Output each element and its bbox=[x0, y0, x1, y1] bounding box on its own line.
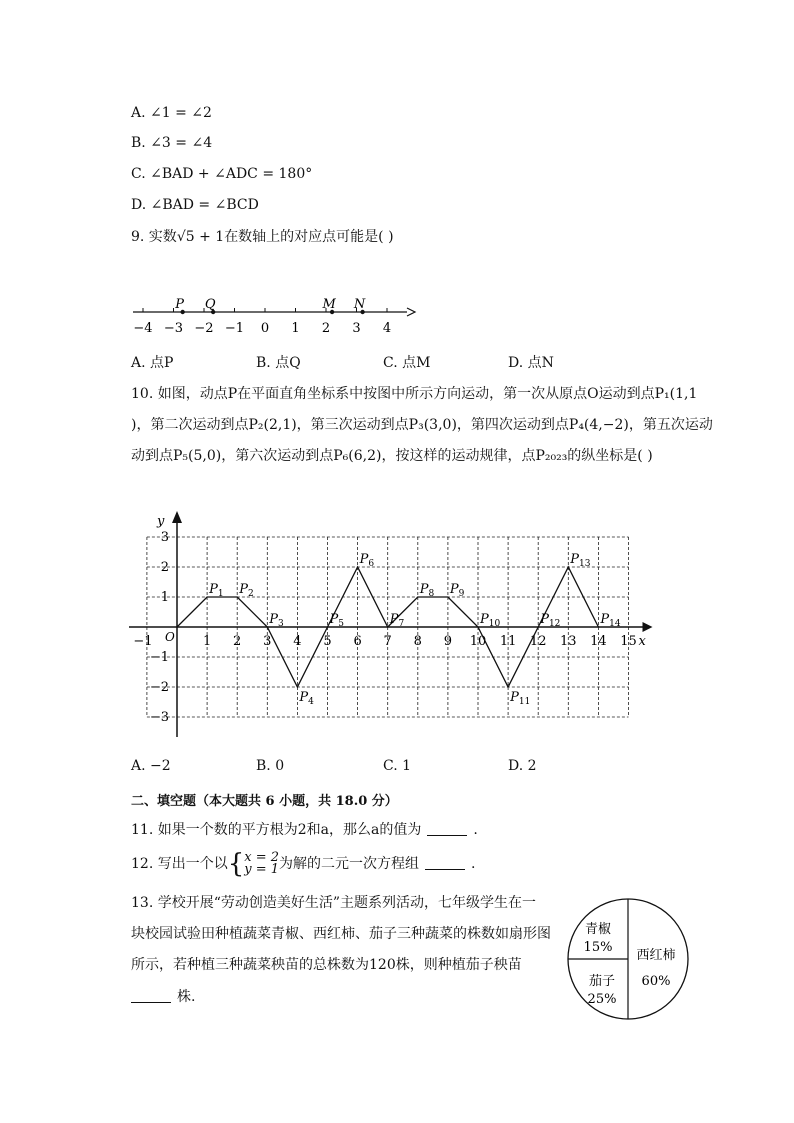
pie-slice-name: 西红柿 bbox=[636, 948, 676, 963]
point-label-letter: P bbox=[510, 690, 519, 705]
q12-system bbox=[244, 852, 279, 876]
q13-line3: 所示，若种植三种蔬菜秧苗的总株数为120株，则种植茄子秧苗 bbox=[131, 957, 522, 973]
point-label-letter: P bbox=[449, 582, 459, 597]
x-tick-label: 2 bbox=[233, 634, 242, 649]
y-tick-label: −3 bbox=[149, 710, 169, 725]
x-tick-label: 14 bbox=[590, 634, 607, 649]
pie-group bbox=[568, 899, 688, 1019]
number-line-tick-label: 4 bbox=[382, 321, 392, 336]
q10-stem-line3: 动到点P₅(5,0)，第六次运动到点P₆(6,2)，按这样的运动规律，点P₂₀₂₃的纵坐标是( ) bbox=[131, 448, 653, 464]
point-label-letter: P bbox=[480, 612, 489, 627]
q10-stem-line1: 10. 如图，动点P在平面直角坐标系中按图中所示方向运动，第一次从原点O运动到点P₁(1,1 bbox=[131, 386, 698, 402]
q9-stem-prefix: 9. 实数 bbox=[131, 229, 177, 245]
point-label-subscript: 9 bbox=[458, 589, 465, 599]
point-label-p10 bbox=[479, 612, 500, 629]
point-label-letter: P bbox=[239, 582, 248, 597]
point-label-subscript: 4 bbox=[308, 697, 314, 707]
q11-stem bbox=[131, 820, 478, 840]
number-line-point-label: Q bbox=[204, 297, 216, 312]
q13-line1: 13. 学校开展“劳动创造美好生活”主题系列活动，七年级学生在一 bbox=[131, 895, 537, 911]
number-line-arrow bbox=[407, 308, 415, 316]
point-label-p14 bbox=[599, 612, 620, 629]
point-label-subscript: 11 bbox=[518, 697, 531, 707]
x-tick-label: 13 bbox=[560, 634, 577, 649]
q10-choice-d: D. 2 bbox=[508, 758, 537, 774]
x-tick-label: 10 bbox=[469, 634, 487, 649]
point-label-p2 bbox=[238, 582, 253, 599]
q12-prefix: 12. 写出一个以 bbox=[131, 856, 228, 872]
q12-answer-blank[interactable] bbox=[425, 855, 465, 870]
q9-choices bbox=[131, 352, 671, 372]
point-label-p3 bbox=[268, 612, 284, 629]
origin-label: O bbox=[165, 630, 175, 644]
point-label-subscript: 5 bbox=[338, 619, 344, 629]
x-tick-label: 9 bbox=[443, 634, 453, 649]
point-label-letter: P bbox=[209, 582, 218, 597]
pie-slice-percent: 60% bbox=[641, 974, 671, 989]
q10-choice-c: C. 1 bbox=[383, 758, 412, 774]
x-tick-label: 15 bbox=[620, 634, 637, 649]
point-label-subscript: 14 bbox=[609, 619, 621, 629]
q9-number-line bbox=[125, 285, 425, 340]
q12-brace: { bbox=[227, 849, 245, 879]
number-line-point-label: P bbox=[175, 297, 185, 312]
y-tick-label: 3 bbox=[160, 530, 169, 545]
number-line-tick-label: −3 bbox=[163, 321, 184, 336]
q12-end: . bbox=[471, 856, 476, 872]
x-tick-label: 3 bbox=[263, 634, 272, 649]
q9-choice-b: B. 点Q bbox=[256, 355, 301, 371]
q12-suffix: 为解的二元一次方程组 bbox=[279, 856, 420, 872]
number-line-tick-label: 1 bbox=[291, 321, 300, 336]
x-tick-label: 6 bbox=[353, 634, 362, 649]
number-line-tick-label: 2 bbox=[321, 321, 331, 336]
point-label-letter: P bbox=[359, 552, 369, 567]
y-tick-label: −1 bbox=[149, 650, 169, 665]
point-label-letter: P bbox=[600, 612, 610, 627]
number-line-point-label: N bbox=[353, 297, 366, 312]
q10-choice-b: B. 0 bbox=[256, 758, 285, 774]
q11-prefix: 11. 如果一个数的平方根为2和a，那么a的值为 bbox=[131, 822, 422, 838]
point-label-p4 bbox=[298, 690, 314, 707]
q9-choice-c: C. 点M bbox=[383, 355, 431, 371]
y-tick-label: 1 bbox=[160, 590, 169, 605]
point-label-letter: P bbox=[389, 612, 399, 627]
y-tick-label: −2 bbox=[149, 680, 169, 695]
x-axis-arrow bbox=[643, 622, 653, 632]
point-label-letter: P bbox=[269, 612, 279, 627]
point-label-letter: P bbox=[299, 690, 309, 705]
q12-eq2: y = 1 bbox=[244, 862, 280, 877]
point-label-p9 bbox=[449, 582, 465, 599]
x-tick-label: 8 bbox=[413, 634, 422, 649]
pie-slice-name: 青椒 bbox=[584, 922, 612, 937]
q10-stem-line2: )，第二次运动到点P₂(2,1)，第三次运动到点P₃(3,0)，第四次运动到点P₄(4,−2)，第五次运动 bbox=[131, 417, 713, 433]
point-label-letter: P bbox=[329, 612, 339, 627]
y-axis-label: y bbox=[157, 514, 165, 529]
pie-slice-percent: 15% bbox=[583, 940, 613, 955]
section-2-title: 二、填空题（本大题共 6 小题，共 18.0 分） bbox=[131, 794, 398, 809]
point-label-p7 bbox=[389, 612, 405, 629]
y-axis-arrow bbox=[172, 511, 182, 523]
x-tick-label: 7 bbox=[383, 634, 392, 649]
point-label-subscript: 7 bbox=[398, 619, 405, 629]
q9-stem-suffix: 在数轴上的对应点可能是( ) bbox=[224, 229, 394, 245]
point-label-p11 bbox=[509, 690, 530, 707]
x-tick-label: 1 bbox=[202, 634, 212, 649]
q13-line2: 块校园试验田种植蔬菜青椒、西红柿、茄子三种蔬菜的株数如扇形图 bbox=[131, 926, 551, 942]
point-label-subscript: 10 bbox=[488, 619, 501, 629]
point-label-subscript: 1 bbox=[217, 589, 224, 599]
q8-choice-c: C. ∠BAD + ∠ADC = 180° bbox=[131, 166, 313, 182]
point-label-letter: P bbox=[419, 582, 429, 597]
chart-points bbox=[208, 552, 621, 707]
q8-choice-b: B. ∠3 = ∠4 bbox=[131, 135, 213, 151]
point-label-p1 bbox=[208, 582, 223, 599]
number-line-tick-label: −2 bbox=[194, 321, 214, 336]
number-line-tick-label: −4 bbox=[133, 321, 153, 336]
q11-answer-blank[interactable] bbox=[427, 821, 467, 836]
q12-eq1: x = 2 bbox=[244, 850, 280, 865]
point-label-p6 bbox=[359, 552, 375, 569]
point-label-subscript: 3 bbox=[278, 619, 284, 629]
point-label-letter: P bbox=[540, 612, 549, 627]
point-label-subscript: 12 bbox=[548, 619, 561, 629]
point-label-p8 bbox=[419, 582, 435, 599]
y-tick-label: 2 bbox=[160, 560, 169, 575]
point-label-subscript: 8 bbox=[428, 589, 435, 599]
x-axis-label: x bbox=[638, 634, 646, 649]
number-line-tick-label: −1 bbox=[224, 321, 245, 336]
q10-choices bbox=[131, 758, 671, 778]
point-label-p12 bbox=[539, 612, 560, 629]
pie-slice-percent: 25% bbox=[587, 992, 617, 1007]
number-line-group bbox=[133, 297, 415, 336]
point-label-subscript: 6 bbox=[368, 559, 375, 569]
point-label-letter: P bbox=[570, 552, 580, 567]
q13-line4-text: 株. bbox=[177, 989, 196, 1005]
point-label-subscript: 13 bbox=[579, 559, 591, 569]
q10-coordinate-chart bbox=[125, 505, 665, 750]
q12-stem bbox=[131, 849, 476, 879]
number-line-point-label: M bbox=[322, 297, 336, 312]
q13-pie-chart bbox=[560, 893, 700, 1028]
q11-suffix: . bbox=[473, 822, 478, 838]
q9-stem bbox=[131, 227, 394, 247]
q9-choice-d: D. 点N bbox=[508, 355, 554, 371]
x-tick-label: −1 bbox=[133, 634, 153, 649]
x-tick-label: 5 bbox=[323, 634, 332, 649]
q13-answer-blank[interactable] bbox=[131, 988, 171, 1003]
q13-line4 bbox=[131, 987, 195, 1007]
point-label-p13 bbox=[569, 552, 590, 569]
q9-choice-a: A. 点P bbox=[131, 355, 174, 371]
x-tick-label: 12 bbox=[529, 634, 547, 649]
number-line-tick-label: 0 bbox=[260, 321, 270, 336]
q10-choice-a: A. −2 bbox=[131, 758, 171, 774]
q8-choice-a: A. ∠1 = ∠2 bbox=[131, 105, 212, 121]
x-tick-label: 11 bbox=[499, 634, 517, 649]
number-line-tick-label: 3 bbox=[352, 321, 361, 336]
point-label-p5 bbox=[329, 612, 345, 629]
q9-stem-expr: √5 + 1 bbox=[176, 229, 225, 245]
x-tick-label: 4 bbox=[293, 634, 302, 649]
q8-choice-d: D. ∠BAD = ∠BCD bbox=[131, 197, 259, 213]
pie-slice-name: 茄子 bbox=[588, 974, 616, 989]
point-label-subscript: 2 bbox=[247, 589, 254, 599]
